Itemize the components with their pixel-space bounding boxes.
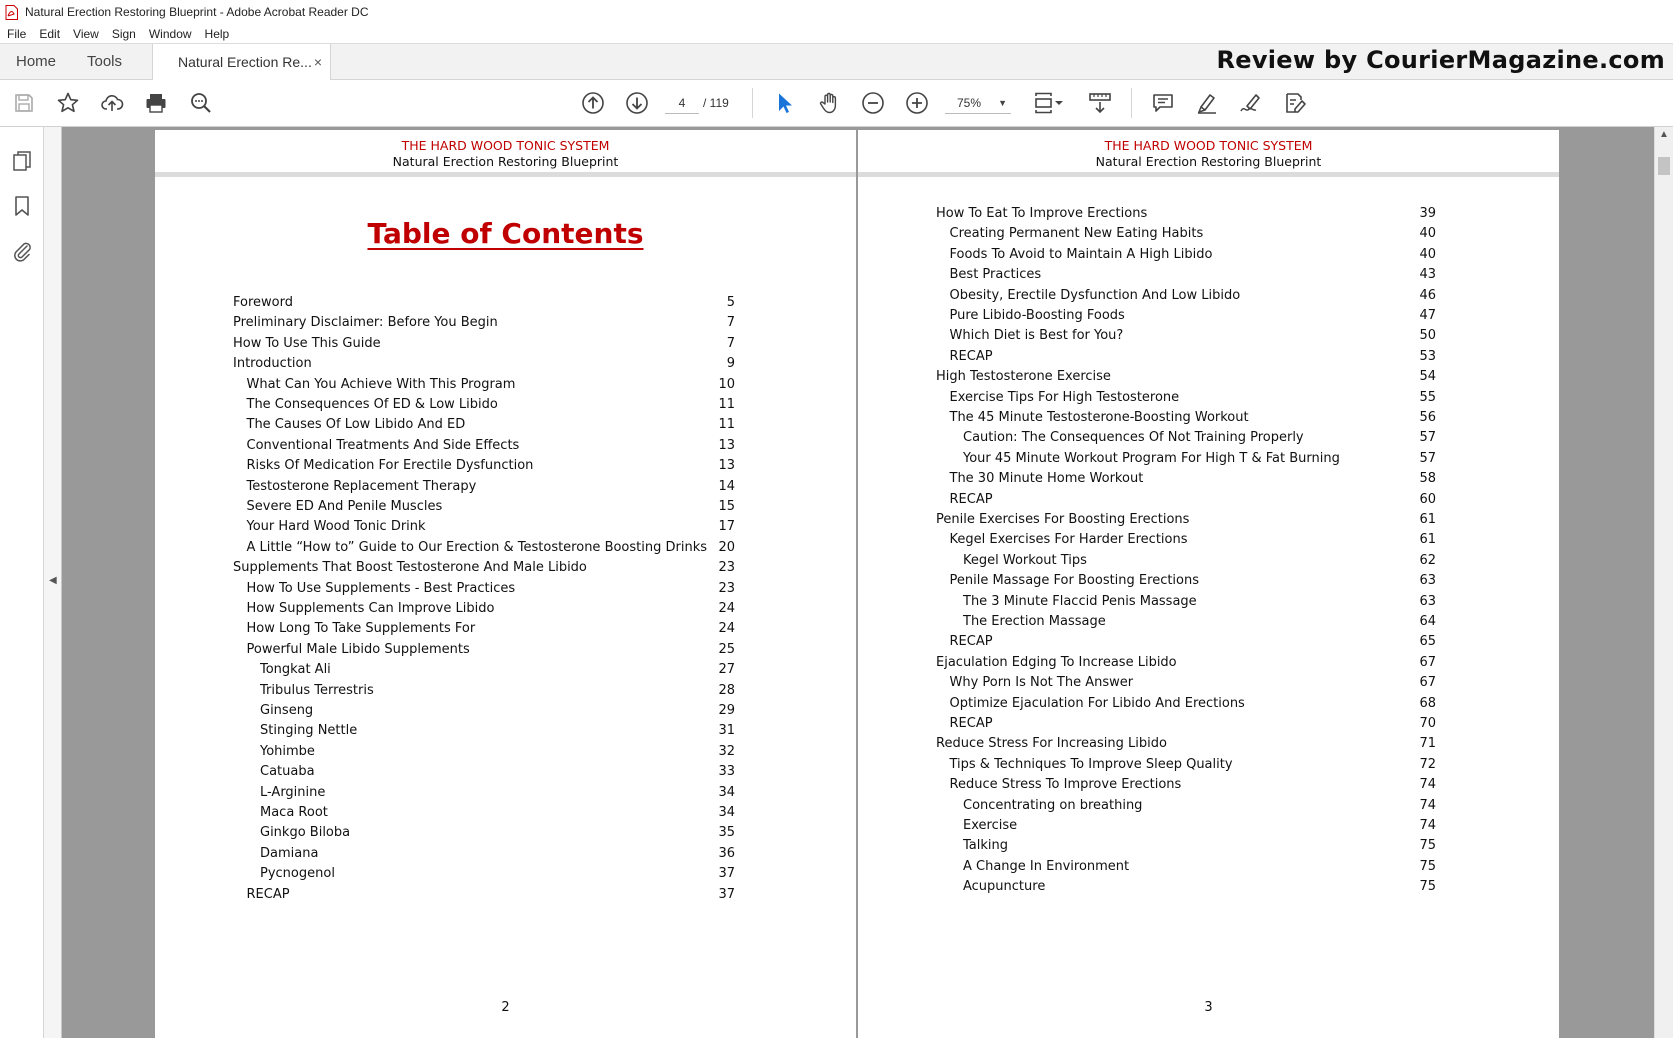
cloud-upload-icon[interactable] bbox=[99, 90, 125, 116]
pdf-page-left bbox=[155, 130, 856, 1038]
toc-entry[interactable]: Maca Root bbox=[260, 805, 328, 820]
header-subtitle: Natural Erection Restoring Blueprint bbox=[1095, 154, 1322, 169]
toc-page-number: 7 bbox=[726, 315, 735, 331]
toc-page-number: 17 bbox=[718, 519, 735, 535]
navigation-panel bbox=[0, 127, 44, 1038]
toc-entry[interactable]: RECAP bbox=[949, 348, 993, 364]
tab-home[interactable]: Home bbox=[16, 53, 57, 70]
toc-page-number: 37 bbox=[718, 866, 735, 882]
toc-entry[interactable]: How To Eat To Improve Erections bbox=[936, 206, 1148, 221]
toc-page-number: 47 bbox=[1419, 308, 1436, 323]
toc-entry[interactable]: The 45 Minute Testosterone-Boosting Workout bbox=[949, 410, 1249, 425]
page-number-footer: 3 bbox=[1204, 1000, 1213, 1015]
toc-page-number: 5 bbox=[726, 295, 735, 310]
toc-page-number: 33 bbox=[718, 764, 735, 780]
select-cursor-icon[interactable] bbox=[772, 90, 798, 116]
save-icon[interactable] bbox=[11, 90, 37, 116]
toc-page-number: 10 bbox=[718, 376, 735, 392]
toc-page-number: 14 bbox=[718, 478, 735, 494]
toc-entry[interactable]: Stinging Nettle bbox=[260, 723, 358, 739]
tab-document-label: Natural Erection Re... bbox=[178, 54, 312, 70]
toc-page-number: 24 bbox=[718, 621, 735, 637]
toc-page-number: 25 bbox=[718, 641, 735, 657]
menu-window[interactable]: Window bbox=[148, 26, 192, 41]
toc-entry[interactable]: Catuaba bbox=[260, 764, 315, 780]
toc-page-number: 74 bbox=[1419, 777, 1436, 793]
toc-page-number: 72 bbox=[1419, 756, 1436, 772]
toc-entry[interactable]: Kegel Workout Tips bbox=[963, 552, 1087, 568]
toc-page-number: 75 bbox=[1419, 858, 1436, 874]
scroll-mode-icon[interactable] bbox=[1087, 90, 1113, 116]
toc-page-number: 23 bbox=[718, 580, 735, 596]
window-title: Natural Erection Restoring Blueprint - Adobe Acrobat Reader DC bbox=[25, 5, 369, 19]
page-number-footer: 2 bbox=[501, 1000, 510, 1015]
toc-page-number: 35 bbox=[718, 825, 735, 841]
toc-page-number: 46 bbox=[1419, 287, 1436, 303]
toc-entry[interactable]: Risks Of Medication For Erectile Dysfunction bbox=[246, 458, 534, 474]
toc-entry[interactable]: Foods To Avoid to Maintain A High Libido bbox=[949, 246, 1213, 262]
toc-entry[interactable]: Conventional Treatments And Side Effects bbox=[246, 437, 520, 453]
zoom-in-icon[interactable] bbox=[904, 90, 930, 116]
comment-icon[interactable] bbox=[1150, 90, 1176, 116]
toc-entry[interactable]: Testosterone Replacement Therapy bbox=[246, 478, 477, 494]
toc-page-number: 57 bbox=[1419, 450, 1436, 466]
bookmarks-panel-icon[interactable] bbox=[10, 194, 34, 218]
toc-entry[interactable]: Yohimbe bbox=[260, 743, 315, 759]
toc-entry[interactable]: RECAP bbox=[949, 634, 993, 650]
toc-entry[interactable]: Obesity, Erectile Dysfunction And Low Libido bbox=[949, 287, 1241, 303]
toc-entry[interactable]: Kegel Exercises For Harder Erections bbox=[949, 532, 1188, 548]
page-header bbox=[155, 130, 856, 174]
next-page-icon[interactable] bbox=[624, 90, 650, 116]
toc-page-number: 63 bbox=[1419, 593, 1436, 609]
toc-entry[interactable]: Exercise bbox=[963, 818, 1018, 833]
chevron-down-icon: ▼ bbox=[998, 98, 1007, 108]
toc-page-number: 11 bbox=[718, 417, 735, 433]
toc-entry[interactable]: High Testosterone Exercise bbox=[936, 369, 1111, 385]
toc-entry[interactable]: Why Porn Is Not The Answer bbox=[949, 675, 1134, 691]
toc-entry[interactable]: How Long To Take Supplements For bbox=[246, 621, 476, 637]
toc-entry[interactable]: Severe ED And Penile Muscles bbox=[246, 499, 443, 514]
toc-entry[interactable]: Penile Massage For Boosting Erections bbox=[949, 573, 1200, 589]
toc-entry[interactable]: A Little “How to” Guide to Our Erection & Testosterone Boosting Drinks bbox=[246, 539, 708, 555]
toc-entry[interactable]: Pure Libido-Boosting Foods bbox=[949, 308, 1125, 323]
toc-page-number: 71 bbox=[1419, 736, 1436, 752]
toc-entry[interactable]: Creating Permanent New Eating Habits bbox=[949, 226, 1204, 242]
highlight-pen-icon[interactable] bbox=[1194, 90, 1220, 116]
toc-entry[interactable]: Your Hard Wood Tonic Drink bbox=[246, 519, 426, 535]
toc-page-number: 56 bbox=[1419, 410, 1436, 425]
toc-page-number: 55 bbox=[1419, 389, 1436, 405]
tab-tools[interactable]: Tools bbox=[87, 53, 123, 70]
toc-entry[interactable]: Concentrating on breathing bbox=[963, 797, 1143, 813]
toc-entry[interactable]: RECAP bbox=[949, 716, 993, 731]
toc-entry[interactable]: Which Diet is Best for You? bbox=[949, 328, 1124, 344]
toc-page-number: 24 bbox=[718, 601, 735, 616]
header-divider bbox=[155, 172, 856, 177]
toc-page-number: 64 bbox=[1419, 614, 1436, 629]
toc-page-number: 15 bbox=[718, 499, 735, 514]
toc-page-number: 53 bbox=[1419, 348, 1436, 364]
page-total: / 119 bbox=[703, 96, 729, 110]
menu-bar bbox=[0, 24, 1673, 43]
toc-entry[interactable]: Penile Exercises For Boosting Erections bbox=[936, 512, 1190, 527]
toc-page-number: 74 bbox=[1419, 818, 1436, 833]
header-title: THE HARD WOOD TONIC SYSTEM bbox=[1104, 138, 1313, 153]
draw-freehand-icon[interactable] bbox=[1238, 90, 1264, 116]
toc-entry[interactable]: The 30 Minute Home Workout bbox=[949, 471, 1144, 487]
toc-page-number: 67 bbox=[1419, 654, 1436, 670]
toc-page-number: 7 bbox=[726, 335, 735, 351]
header-title: THE HARD WOOD TONIC SYSTEM bbox=[401, 138, 610, 153]
toc-entry[interactable]: Tips & Techniques To Improve Sleep Quality bbox=[949, 756, 1233, 772]
page-header bbox=[858, 130, 1559, 174]
toc-entry[interactable]: Caution: The Consequences Of Not Training Properly bbox=[963, 430, 1304, 446]
search-zoom-icon[interactable] bbox=[188, 90, 214, 116]
menu-view[interactable]: View bbox=[73, 26, 99, 41]
hand-pan-icon[interactable] bbox=[816, 90, 842, 116]
toc-page-number: 75 bbox=[1419, 879, 1436, 895]
toc-entry[interactable]: Your 45 Minute Workout Program For High T & Fat Burning bbox=[963, 450, 1340, 466]
toc-entry[interactable]: Foreword bbox=[233, 295, 293, 310]
toc-entry[interactable]: Ginseng bbox=[260, 703, 314, 718]
document-viewport[interactable] bbox=[62, 127, 1654, 1038]
toc-page-number: 40 bbox=[1419, 246, 1436, 262]
page-thumbnails-icon[interactable] bbox=[10, 149, 34, 173]
page-number-input[interactable]: 4 bbox=[665, 92, 699, 114]
toolbar-divider bbox=[1131, 88, 1132, 118]
menu-sign[interactable]: Sign bbox=[111, 26, 136, 41]
zoom-out-icon[interactable] bbox=[860, 90, 886, 116]
zoom-level-select[interactable] bbox=[945, 92, 1011, 114]
toc-heading: Table of Contents bbox=[367, 217, 644, 250]
toc-entry[interactable]: How Supplements Can Improve Libido bbox=[246, 601, 495, 616]
print-icon[interactable] bbox=[143, 90, 169, 116]
collapse-left-icon: ◀ bbox=[49, 575, 57, 586]
main-toolbar bbox=[0, 80, 1673, 127]
scroll-up-icon[interactable]: ▲ bbox=[1659, 129, 1669, 140]
zoom-level-value: 75% bbox=[957, 96, 982, 110]
toc-entry[interactable]: RECAP bbox=[246, 886, 290, 902]
acrobat-pdf-icon bbox=[5, 5, 18, 20]
toolbar-divider bbox=[752, 88, 753, 118]
scrollbar-thumb[interactable] bbox=[1658, 157, 1670, 175]
toc-page-number: 67 bbox=[1419, 675, 1436, 691]
panel-collapse-handle[interactable] bbox=[44, 127, 62, 1038]
toc-entry[interactable]: What Can You Achieve With This Program bbox=[246, 376, 516, 392]
toc-entry[interactable]: Talking bbox=[963, 838, 1008, 854]
toc-entry[interactable]: The Causes Of Low Libido And ED bbox=[246, 417, 466, 433]
pdf-page-right bbox=[858, 130, 1559, 1038]
toc-entry[interactable]: RECAP bbox=[949, 491, 993, 507]
tab-bar bbox=[0, 43, 1673, 80]
toc-page-number: 68 bbox=[1419, 695, 1436, 711]
toc-entry[interactable]: Ginkgo Biloba bbox=[260, 825, 351, 841]
menu-edit[interactable]: Edit bbox=[39, 26, 61, 41]
toc-page-number: 40 bbox=[1419, 226, 1436, 242]
toc-entry[interactable]: The 3 Minute Flaccid Penis Massage bbox=[963, 593, 1197, 609]
toc-entry[interactable]: How To Use Supplements - Best Practices bbox=[246, 580, 516, 596]
toc-entry[interactable]: Powerful Male Libido Supplements bbox=[246, 641, 470, 657]
toc-entry[interactable]: Preliminary Disclaimer: Before You Begin bbox=[233, 315, 498, 331]
toc-page-number: 31 bbox=[718, 723, 735, 739]
toc-page-number: 58 bbox=[1419, 471, 1436, 487]
toc-entry[interactable]: The Consequences Of ED & Low Libido bbox=[246, 397, 498, 412]
toc-entry[interactable]: How To Use This Guide bbox=[233, 335, 381, 351]
toc-entry[interactable]: L-Arginine bbox=[260, 784, 326, 800]
toc-entry[interactable]: Supplements That Boost Testosterone And Male Libido bbox=[233, 560, 587, 576]
toc-entry[interactable]: Reduce Stress To Improve Erections bbox=[949, 777, 1182, 793]
close-tab-icon[interactable]: × bbox=[313, 54, 322, 70]
toc-page-number: 36 bbox=[718, 845, 735, 861]
toc-entry[interactable]: Optimize Ejaculation For Libido And Erections bbox=[949, 695, 1245, 711]
toc-page-number: 11 bbox=[718, 397, 735, 412]
toc-page-number: 74 bbox=[1419, 797, 1436, 813]
toc-page-number: 9 bbox=[726, 356, 735, 372]
toc-page-number: 20 bbox=[718, 539, 735, 555]
review-watermark: Review by CourierMagazine.com bbox=[1216, 46, 1665, 74]
attachments-paperclip-icon[interactable] bbox=[10, 239, 34, 263]
toc-page-number: 27 bbox=[718, 662, 735, 678]
toc-page-number: 75 bbox=[1419, 838, 1436, 854]
toc-page-number: 13 bbox=[718, 458, 735, 474]
toc-page-number: 23 bbox=[718, 560, 735, 576]
toc-page-number: 62 bbox=[1419, 552, 1436, 568]
toc-page-number: 60 bbox=[1419, 491, 1436, 507]
toc-entry[interactable]: Pycnogenol bbox=[260, 866, 335, 882]
toc-entry[interactable]: Damiana bbox=[260, 845, 319, 861]
toc-page-number: 28 bbox=[718, 682, 735, 698]
window-titlebar bbox=[0, 0, 1673, 24]
toc-entry[interactable]: Introduction bbox=[233, 356, 312, 372]
toc-page-number: 37 bbox=[718, 886, 735, 902]
toc-page-number: 63 bbox=[1419, 573, 1436, 589]
toc-entry[interactable]: Exercise Tips For High Testosterone bbox=[949, 389, 1180, 405]
tab-document[interactable] bbox=[152, 44, 331, 81]
toc-page-number: 70 bbox=[1419, 716, 1436, 731]
toc-page-number: 32 bbox=[718, 743, 735, 759]
toc-entry[interactable]: Ejaculation Edging To Increase Libido bbox=[936, 654, 1177, 670]
bookmark-star-icon[interactable] bbox=[55, 90, 81, 116]
menu-help[interactable]: Help bbox=[204, 26, 230, 41]
toc-entry[interactable]: Reduce Stress For Increasing Libido bbox=[936, 736, 1167, 752]
fill-sign-icon[interactable] bbox=[1282, 90, 1308, 116]
previous-page-icon[interactable] bbox=[580, 90, 606, 116]
toc-page-number: 65 bbox=[1419, 634, 1436, 650]
header-subtitle: Natural Erection Restoring Blueprint bbox=[392, 154, 619, 169]
toc-page-number: 57 bbox=[1419, 430, 1436, 446]
toc-page-number: 39 bbox=[1419, 206, 1436, 221]
toc-page-number: 29 bbox=[718, 703, 735, 718]
menu-file[interactable]: File bbox=[7, 26, 27, 41]
toc-entry[interactable]: Tribulus Terrestris bbox=[260, 682, 374, 698]
toc-entry[interactable]: Tongkat Ali bbox=[260, 662, 331, 678]
toc-page-number: 61 bbox=[1419, 532, 1436, 548]
toc-page-number: 43 bbox=[1419, 267, 1436, 283]
toc-entry[interactable]: Acupuncture bbox=[963, 879, 1046, 895]
toc-page-number: 13 bbox=[718, 437, 735, 453]
toc-page-number: 50 bbox=[1419, 328, 1436, 344]
page-fit-dropdown-icon[interactable] bbox=[1052, 90, 1066, 116]
toc-page-number: 61 bbox=[1419, 512, 1436, 527]
header-divider bbox=[858, 172, 1559, 177]
toc-entry[interactable]: A Change In Environment bbox=[963, 858, 1130, 874]
toc-page-number: 34 bbox=[718, 784, 735, 800]
toc-entry[interactable]: Best Practices bbox=[949, 267, 1042, 283]
toc-page-number: 54 bbox=[1419, 369, 1436, 385]
vertical-scrollbar[interactable] bbox=[1654, 127, 1673, 1038]
toc-entry[interactable]: The Erection Massage bbox=[963, 614, 1106, 629]
toc-page-number: 34 bbox=[718, 805, 735, 820]
